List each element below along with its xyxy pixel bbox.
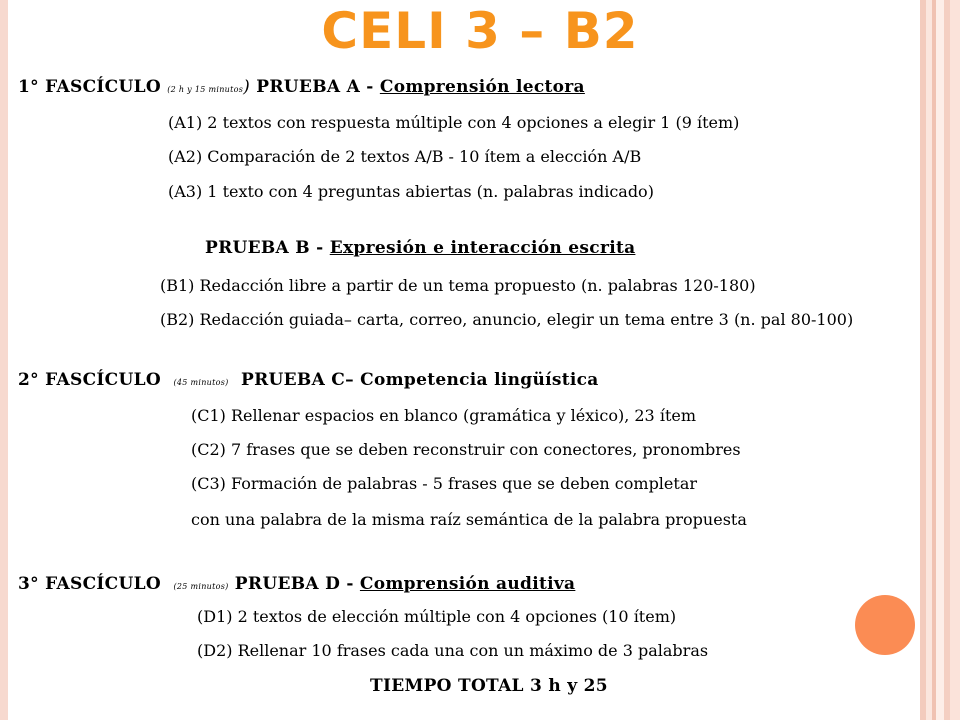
- fasciculo-1-time-close: ): [243, 77, 251, 97]
- item-c2: (C2) 7 frases que se deben reconstruir con conectores, pronombres: [191, 440, 741, 459]
- prueba-a-label: PRUEBA A -: [250, 77, 380, 97]
- fasciculo-3-time: (25 minutos): [173, 582, 229, 591]
- prueba-d-section: Comprensión auditiva: [359, 574, 576, 594]
- item-a1: (A1) 2 textos con respuesta múltiple con 4 opciones a elegir 1 (9 ítem): [168, 113, 740, 132]
- item-c3-continuation: con una palabra de la misma raíz semántica de la palabra propuesta: [191, 510, 747, 529]
- fasciculo-3-heading: [18, 574, 575, 597]
- item-c1: (C1) Rellenar espacios en blanco (gramática y léxico), 23 ítem: [191, 406, 697, 425]
- fasciculo-1-time: (2 h y 15 minutos: [167, 85, 244, 94]
- fasciculo-3-label: 3° FASCÍCULO: [18, 574, 161, 594]
- slide-title: CELI 3 – B2: [321, 2, 639, 60]
- item-d2: (D2) Rellenar 10 frases cada una con un máximo de 3 palabras: [197, 641, 709, 660]
- prueba-b-heading: [205, 238, 635, 258]
- fasciculo-2-label: 2° FASCÍCULO: [18, 370, 161, 390]
- prueba-b-section: Expresión e interacción escrita: [329, 238, 636, 258]
- fasciculo-1-heading: [18, 77, 585, 100]
- prueba-a-section: Comprensión lectora: [379, 77, 585, 97]
- item-a3: (A3) 1 texto con 4 preguntas abiertas (n. palabras indicado): [168, 182, 654, 201]
- right-border-decoration: [920, 0, 960, 720]
- fasciculo-1-label: 1° FASCÍCULO: [18, 77, 161, 97]
- fasciculo-2-time: (45 minutos): [173, 378, 229, 387]
- prueba-b-label: PRUEBA B -: [205, 238, 330, 258]
- item-d1: (D1) 2 textos de elección múltiple con 4 opciones (10 ítem): [197, 607, 677, 626]
- item-c3: (C3) Formación de palabras - 5 frases que se deben completar: [191, 474, 698, 493]
- item-b2: (B2) Redacción guiada– carta, correo, anuncio, elegir un tema entre 3 (n. pal 80-100): [160, 310, 854, 329]
- prueba-c-label: PRUEBA C– Competencia lingüística: [241, 370, 599, 390]
- orange-circle-decoration: [855, 595, 915, 655]
- fasciculo-2-heading: [18, 370, 599, 393]
- item-a2: (A2) Comparación de 2 textos A/B - 10 ítem a elección A/B: [168, 147, 642, 166]
- left-border-decoration: [0, 0, 8, 720]
- item-b1: (B1) Redacción libre a partir de un tema propuesto (n. palabras 120-180): [160, 276, 756, 295]
- prueba-d-label: PRUEBA D -: [228, 574, 360, 594]
- total-time: TIEMPO TOTAL 3 h y 25: [370, 676, 608, 696]
